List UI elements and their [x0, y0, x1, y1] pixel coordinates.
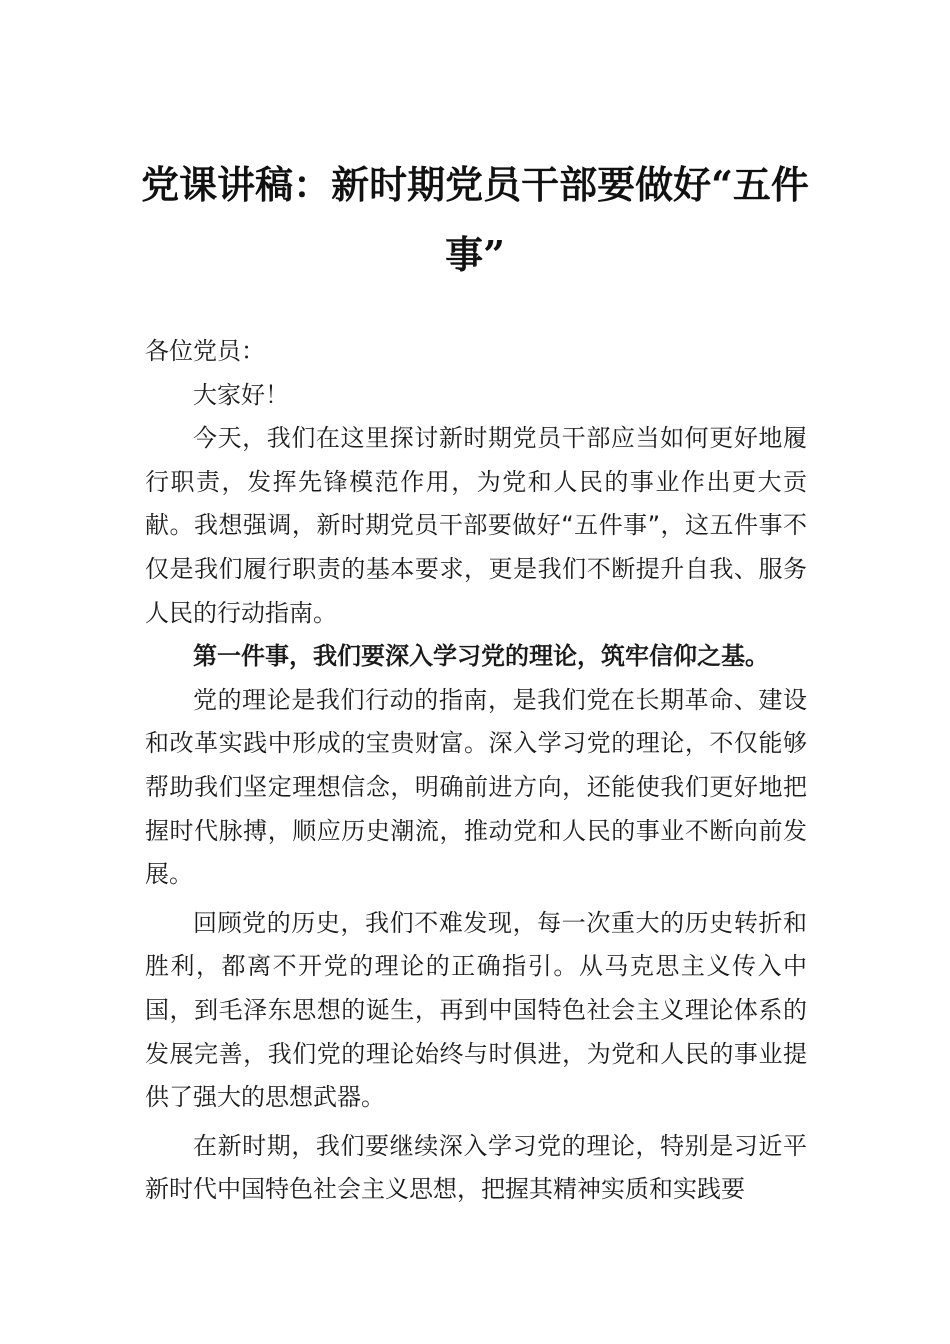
- paragraph-body: 在新时期，我们要继续深入学习党的理论，特别是习近平新时代中国特色社会主义思想，把握其精神实质和实践要: [145, 1131, 807, 1204]
- section-heading-first: 第一件事，我们要深入学习党的理论，筑牢信仰之基。: [193, 642, 769, 671]
- document-body: [145, 330, 807, 1212]
- paragraph-intro: 今天，我们在这里探讨新时期党员干部应当如何更好地履行职责，发挥先锋模范作用，为党和人民的事业作出更大贡献。我想强调，新时期党员干部要做好“五件事”，这五件事不仅是我们履行职责的基本要求，更是我们不断提升自我、服务人民的行动指南。: [145, 424, 807, 627]
- paragraph-body: 党的理论是我们行动的指南，是我们党在长期革命、建设和改革实践中形成的宝贵财富。深入学习党的理论，不仅能够帮助我们坚定理想信念，明确前进方向，还能使我们更好地把握时代脉搏，顺应历史潮流，推动党和人民的事业不断向前发展。: [145, 685, 807, 889]
- salutation: 各位党员：: [145, 337, 265, 365]
- document-title: 党课讲稿：新时期党员干部要做好“五件事”: [141, 162, 809, 277]
- paragraph-greeting: 大家好！: [193, 380, 289, 409]
- paragraph-body: 回顾党的历史，我们不难发现，每一次重大的历史转折和胜利，都离不开党的理论的正确指引。从马克思主义传入中国，到毛泽东思想的诞生，再到中国特色社会主义理论体系的发展完善，我们党的理论始终与时俱进，为党和人民的事业提供了强大的思想武器。: [145, 908, 807, 1112]
